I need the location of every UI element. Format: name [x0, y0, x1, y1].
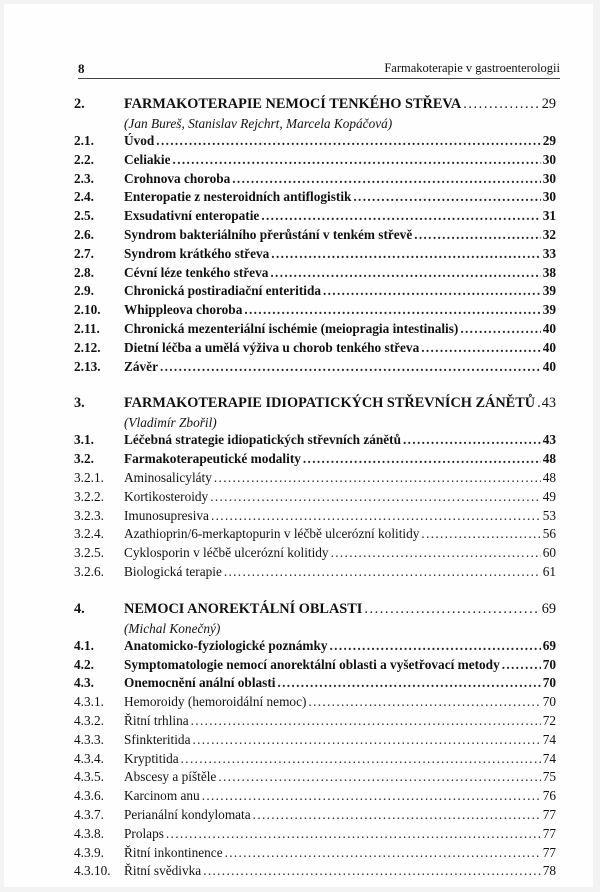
dot-leader	[253, 806, 541, 825]
entry-title: Perianální kondylomata	[124, 806, 251, 822]
entry-title: Azathioprin/6-merkaptopurin v léčbě ulcerózní kolitidy	[124, 526, 420, 542]
table-of-contents	[74, 94, 556, 881]
entry-number: 2.11.	[74, 320, 100, 336]
entry-title: Exsudativní enteropatie	[124, 208, 260, 224]
entry-page: 77	[542, 806, 556, 822]
entry-page: 77	[542, 825, 556, 841]
dot-leader	[181, 750, 541, 769]
dot-leader	[166, 825, 541, 844]
dot-leader	[414, 226, 540, 245]
entry-page: 77	[542, 844, 556, 860]
entry-page: 75	[542, 769, 556, 785]
entry-number: 3.2.1.	[74, 469, 104, 485]
entry-page: 69	[542, 637, 556, 653]
toc-entry[interactable]	[74, 264, 556, 283]
entry-number: 3.2.6.	[74, 563, 104, 579]
toc-entry[interactable]	[74, 750, 556, 769]
entry-page: 70	[542, 675, 556, 691]
entry-title: Crohnova choroba	[124, 170, 231, 186]
entry-page: 72	[542, 712, 556, 728]
dot-leader	[271, 245, 540, 264]
dot-leader	[403, 431, 541, 450]
toc-entry[interactable]	[74, 450, 556, 469]
entry-number: 2.5.	[74, 208, 94, 224]
entry-page: 76	[542, 788, 556, 804]
toc-entry[interactable]	[74, 674, 556, 693]
toc-entry[interactable]	[74, 825, 556, 844]
entry-page: 74	[542, 731, 556, 747]
entry-title: Úvod	[124, 133, 155, 148]
dot-leader	[270, 264, 540, 283]
chapter-authors: (Michal Konečný)	[124, 620, 221, 636]
chapter-title: NEMOCI ANOREKTÁLNÍ OBLASTI	[124, 600, 363, 617]
toc-entry[interactable]	[74, 339, 556, 358]
entry-number: 2.13.	[74, 358, 101, 374]
dot-leader	[192, 731, 540, 750]
entry-title: Anatomicko-fyziologické poznámky	[124, 637, 328, 653]
entry-number: 2.8.	[74, 264, 94, 280]
entry-number: 4.3.	[74, 675, 94, 691]
dot-leader	[353, 188, 540, 207]
toc-entry[interactable]	[74, 844, 556, 863]
dot-leader	[502, 656, 541, 675]
entry-page: 40	[542, 339, 556, 355]
dot-leader	[331, 544, 541, 563]
toc-entry[interactable]	[74, 656, 556, 675]
toc-chapter-heading[interactable]	[74, 599, 556, 620]
chapter-number: 2.	[74, 96, 85, 112]
toc-entry[interactable]	[74, 151, 556, 170]
entry-title: Léčebná strategie idiopatických střevních zánětů	[124, 432, 401, 448]
chapter-page: 43	[541, 395, 556, 412]
toc-entry[interactable]	[74, 188, 556, 207]
entry-number: 2.2.	[74, 151, 94, 167]
toc-entry[interactable]	[74, 488, 556, 507]
entry-page: 48	[542, 469, 556, 485]
dot-leader	[463, 94, 539, 115]
entry-page: 78	[542, 863, 556, 879]
toc-chapter	[74, 94, 556, 376]
dot-leader	[303, 450, 541, 469]
toc-entry[interactable]	[74, 544, 556, 563]
entry-number: 2.1.	[74, 133, 94, 148]
dot-leader	[308, 693, 540, 712]
dot-leader	[330, 637, 541, 656]
entry-page: 53	[542, 507, 556, 523]
toc-entry[interactable]	[74, 358, 556, 377]
entry-number: 3.2.4.	[74, 526, 104, 542]
entry-title: Karcinom anu	[124, 788, 200, 804]
dot-leader	[202, 787, 541, 806]
running-head	[78, 58, 560, 79]
dot-leader	[191, 712, 541, 731]
chapter-spacer	[74, 582, 556, 599]
entry-number: 2.6.	[74, 226, 94, 242]
entry-title: Enteropatie z nesteroidních antiflogistik	[124, 189, 352, 205]
toc-entry[interactable]	[74, 563, 556, 582]
entry-title: Závěr	[124, 358, 158, 374]
toc-entry[interactable]	[74, 507, 556, 526]
entry-page: 29	[542, 133, 556, 148]
dot-leader	[244, 301, 540, 320]
chapter-spacer	[74, 376, 556, 393]
dot-leader	[232, 170, 540, 189]
dot-leader	[224, 563, 541, 582]
toc-entry[interactable]	[74, 693, 556, 712]
entry-page: 32	[542, 226, 556, 242]
dot-leader	[225, 844, 541, 863]
entry-number: 4.3.2.	[74, 712, 104, 728]
toc-entry[interactable]	[74, 207, 556, 226]
toc-entry[interactable]	[74, 320, 556, 339]
entry-number: 4.3.10.	[74, 863, 111, 879]
toc-entry[interactable]	[74, 731, 556, 750]
entry-number: 3.2.2.	[74, 488, 104, 504]
entry-number: 2.10.	[74, 302, 101, 318]
entry-title: Syndrom krátkého střeva	[124, 245, 270, 261]
book-title: Farmakoterapie v gastroenterologii	[384, 61, 560, 75]
entry-page: 60	[542, 545, 556, 561]
dot-leader	[218, 768, 540, 787]
entry-title: Symptomatologie nemocí anorektální oblasti a vyšetřovací metody	[124, 656, 500, 672]
entry-title: Dietní léčba a umělá výživa u chorob tenkého střeva	[124, 339, 420, 355]
entry-title: Onemocnění anální oblasti	[124, 675, 276, 691]
entry-number: 2.9.	[74, 283, 94, 299]
entry-number: 3.2.3.	[74, 507, 104, 523]
entry-page: 40	[542, 320, 556, 336]
toc-entry[interactable]	[74, 170, 556, 189]
entry-page: 48	[542, 451, 556, 467]
toc-entry[interactable]	[74, 245, 556, 264]
entry-number: 2.7.	[74, 245, 94, 261]
entry-number: 2.4.	[74, 189, 94, 205]
entry-page: 43	[542, 432, 556, 448]
toc-entry[interactable]	[74, 768, 556, 787]
chapter-authors: (Vladimír Zbořil)	[124, 415, 217, 431]
entry-title: Imunosupresiva	[124, 507, 209, 523]
entry-page: 30	[542, 189, 556, 205]
entry-title: Kortikosteroidy	[124, 488, 209, 504]
chapter-page: 29	[541, 96, 556, 112]
entry-title: Řitní trhlina	[124, 712, 189, 728]
toc-entry[interactable]	[74, 301, 556, 320]
toc-entry[interactable]	[74, 226, 556, 245]
entry-title: Aminosalicyláty	[124, 469, 212, 485]
toc-chapter	[74, 599, 556, 881]
entry-title: Farmakoterapeutické modality	[124, 451, 301, 467]
entry-page: 39	[542, 302, 556, 318]
entry-number: 4.3.9.	[74, 844, 104, 860]
entry-title: Řitní inkontinence	[124, 844, 223, 860]
entry-page: 31	[542, 208, 556, 224]
dot-leader	[323, 282, 541, 301]
entry-number: 2.12.	[74, 339, 101, 355]
entry-title: Sfinkteritida	[124, 731, 191, 747]
toc-entry[interactable]	[74, 469, 556, 488]
entry-number: 3.1.	[74, 432, 94, 448]
dot-leader	[537, 393, 540, 414]
toc-entry[interactable]	[74, 132, 556, 151]
entry-page: 61	[542, 563, 556, 579]
dot-leader	[160, 358, 541, 377]
entry-title: Chronická postiradiační enteritida	[124, 283, 321, 299]
entry-page: 56	[542, 526, 556, 542]
entry-page: 49	[542, 488, 556, 504]
dot-leader	[156, 132, 540, 151]
entry-page: 30	[542, 170, 556, 186]
entry-number: 3.2.5.	[74, 545, 104, 561]
entry-page: 40	[542, 358, 556, 374]
entry-number: 4.3.4.	[74, 750, 104, 766]
dot-leader	[277, 674, 540, 693]
entry-number: 4.3.3.	[74, 731, 104, 747]
entry-page: 74	[542, 750, 556, 766]
entry-title: Abscesy a píštěle	[124, 769, 217, 785]
entry-title: Chronická mezenteriální ischémie (meiopragia intestinalis)	[124, 320, 459, 336]
entry-title: Kryptitida	[124, 750, 179, 766]
entry-title: Prolaps	[124, 825, 164, 841]
entry-number: 4.3.8.	[74, 825, 104, 841]
entry-number: 4.3.7.	[74, 806, 104, 822]
entry-number: 4.1.	[74, 637, 94, 653]
toc-entry[interactable]	[74, 525, 556, 544]
entry-title: Biologická terapie	[124, 563, 222, 579]
entry-number: 4.2.	[74, 656, 94, 672]
dot-leader	[460, 320, 540, 339]
entry-title: Hemoroidy (hemoroidální nemoc)	[124, 694, 307, 710]
entry-title: Celiakie	[124, 151, 171, 167]
toc-chapter-heading[interactable]	[74, 393, 556, 414]
entry-title: Cyklosporin v léčbě ulcerózní kolitidy	[124, 545, 329, 561]
entry-number: 3.2.	[74, 451, 94, 467]
toc-entry[interactable]	[74, 637, 556, 656]
entry-number: 4.3.5.	[74, 769, 104, 785]
chapter-authors: (Jan Bureš, Stanislav Rejchrt, Marcela Kopáčová)	[124, 116, 393, 131]
dot-leader	[210, 488, 541, 507]
toc-entry[interactable]	[74, 787, 556, 806]
toc-chapter-heading[interactable]	[74, 94, 556, 115]
chapter-page: 69	[541, 600, 556, 617]
entry-page: 30	[542, 151, 556, 167]
chapter-number: 4.	[74, 600, 85, 617]
chapter-number: 3.	[74, 395, 85, 412]
entry-page: 70	[542, 694, 556, 710]
dot-leader	[203, 862, 541, 881]
dot-leader	[214, 469, 541, 488]
entry-title: Whippleova choroba	[124, 302, 243, 318]
dot-leader	[211, 507, 541, 526]
entry-page: 39	[542, 283, 556, 299]
toc-chapter	[74, 393, 556, 581]
toc-entry[interactable]	[74, 862, 556, 881]
dot-leader	[364, 599, 539, 620]
page-number: 8	[78, 61, 85, 76]
chapter-title: FARMAKOTERAPIE NEMOCÍ TENKÉHO STŘEVA	[124, 96, 462, 112]
toc-entry[interactable]	[74, 431, 556, 450]
entry-title: Syndrom bakteriálního přerůstání v tenkém střevě	[124, 226, 413, 242]
entry-number: 4.3.6.	[74, 788, 104, 804]
entry-title: Cévní léze tenkého střeva	[124, 264, 269, 280]
chapter-title: FARMAKOTERAPIE IDIOPATICKÝCH STŘEVNÍCH ZÁNĚTŮ	[124, 395, 536, 412]
entry-number: 4.3.1.	[74, 694, 104, 710]
entry-page: 70	[542, 656, 556, 672]
dot-leader	[421, 339, 540, 358]
entry-page: 38	[542, 264, 556, 280]
dot-leader	[261, 207, 540, 226]
toc-entry[interactable]	[74, 806, 556, 825]
entry-page: 33	[542, 245, 556, 261]
entry-title: Řitní svědivka	[124, 863, 202, 879]
dot-leader	[421, 525, 540, 544]
entry-number: 2.3.	[74, 170, 94, 186]
dot-leader	[173, 151, 541, 170]
toc-entry[interactable]	[74, 282, 556, 301]
toc-entry[interactable]	[74, 712, 556, 731]
